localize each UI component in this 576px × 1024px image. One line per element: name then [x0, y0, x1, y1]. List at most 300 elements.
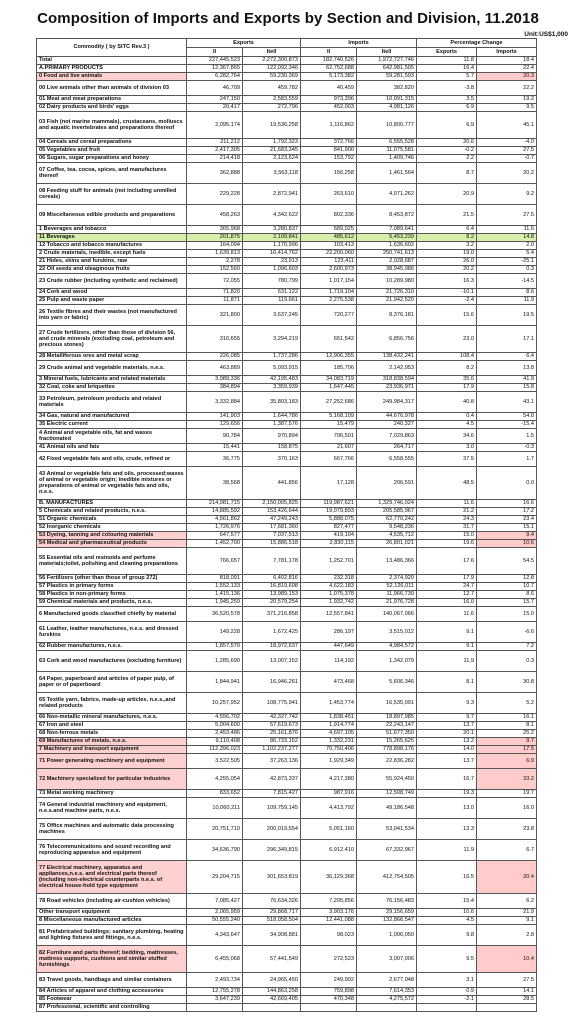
- imports-ii-cell: 21,607: [301, 444, 357, 452]
- pct-imports-cell: 5.4: [477, 250, 537, 258]
- exports-ii-cell: 112,396,023: [187, 746, 243, 754]
- exports-ii-cell: 2,065,959: [187, 909, 243, 917]
- pct-imports-cell: 16.1: [477, 714, 537, 722]
- imports-itell-cell: 1,461,564: [357, 163, 417, 184]
- imports-ii-cell: 36,129,368: [301, 861, 357, 894]
- table-row: [37, 591, 537, 599]
- pct-imports-cell: 0.3: [477, 651, 537, 672]
- imports-itell-cell: 53,041,534: [357, 819, 417, 840]
- imports-ii-cell: 22,200,060: [301, 250, 357, 258]
- imports-ii-cell: 263,610: [301, 184, 357, 205]
- imports-ii-cell: 34,083,719: [301, 376, 357, 384]
- imports-ii-cell: 12,557,841: [301, 607, 357, 622]
- pct-exports-cell: 13.7: [417, 754, 477, 769]
- exports-ii-cell: 3,522,505: [187, 754, 243, 769]
- exports-ii-cell: 12,755,278: [187, 988, 243, 996]
- commodity-cell: 64 Paper, paperboard and articles of paper pulp, of paper or of paperboard: [37, 672, 187, 693]
- pct-exports-cell: -2.1: [417, 996, 477, 1004]
- pct-exports-cell: 4.5: [417, 421, 477, 429]
- exports-itell-cell: 42,327,742: [243, 714, 301, 722]
- imports-ii-cell: 485,612: [301, 234, 357, 242]
- imports-ii-cell: 1,453,774: [301, 693, 357, 714]
- pct-imports-cell: 41.9: [477, 376, 537, 384]
- commodity-cell: 06 Sugars, sugar preparations and honey: [37, 155, 187, 163]
- table-row: [37, 738, 537, 746]
- imports-ii-cell: 17,128: [301, 467, 357, 500]
- imports-itell-cell: 10,289,980: [357, 274, 417, 289]
- pct-exports-cell: 3.0: [417, 444, 477, 452]
- exports-ii-cell: 1,945,259: [187, 599, 243, 607]
- exports-itell-cell: 7,781,178: [243, 548, 301, 575]
- commodity-cell: 11 Beverages: [37, 234, 187, 242]
- table-row: [37, 353, 537, 361]
- exports-ii-cell: 1,452,700: [187, 540, 243, 548]
- pct-imports-cell: 19.5: [477, 305, 537, 326]
- commodity-cell: 72 Machinery specialized for particular industries: [37, 769, 187, 790]
- imports-itell-cell: 51,677,350: [357, 730, 417, 738]
- commodity-cell: 84 Articles of apparel and clothing accessories: [37, 988, 187, 996]
- pct-imports-cell: -4.0: [477, 139, 537, 147]
- exports-itell-cell: 1,792,323: [243, 139, 301, 147]
- pct-exports-cell: 20.6: [417, 139, 477, 147]
- table-row: [37, 754, 537, 769]
- imports-ii-cell: 12,906,355: [301, 353, 357, 361]
- pct-exports-cell: 21.2: [417, 508, 477, 516]
- imports-ii-cell: 759,898: [301, 988, 357, 996]
- pct-exports-cell: 3.1: [417, 973, 477, 988]
- exports-ii-cell: 14,885,592: [187, 508, 243, 516]
- exports-itell-cell: 86,733,152: [243, 738, 301, 746]
- imports-ii-cell: 447,649: [301, 643, 357, 651]
- pct-exports-cell: 35.6: [417, 376, 477, 384]
- imports-ii-cell: 4,622,183: [301, 583, 357, 591]
- imports-itell-cell: 1,329,746,024: [357, 500, 417, 508]
- exports-ii-cell: 149,228: [187, 622, 243, 643]
- header-pct-exports: Exports: [417, 48, 477, 57]
- exports-itell-cell: 57,441,549: [243, 946, 301, 973]
- commodity-cell: 25 Pulp and waste paper: [37, 297, 187, 305]
- table-row: [37, 988, 537, 996]
- imports-ii-cell: 473,468: [301, 672, 357, 693]
- imports-itell-cell: 23,936,971: [357, 384, 417, 392]
- imports-itell-cell: 1,409,746: [357, 155, 417, 163]
- table-row: [37, 305, 537, 326]
- commodity-cell: 22 Oil seeds and oleaginous fruits: [37, 266, 187, 274]
- pct-imports-cell: 14.8: [477, 234, 537, 242]
- pct-imports-cell: 27.5: [477, 147, 537, 155]
- imports-ii-cell: 841,900: [301, 147, 357, 155]
- pct-exports-cell: 11.9: [417, 651, 477, 672]
- commodity-cell: 34 Gas, natural and manufactured: [37, 413, 187, 421]
- exports-ii-cell: 211,212: [187, 139, 243, 147]
- pct-imports-cell: 17.2: [477, 508, 537, 516]
- pct-exports-cell: 2.2: [417, 155, 477, 163]
- pct-exports-cell: 16.7: [417, 769, 477, 790]
- exports-ii-cell: 29,204,715: [187, 861, 243, 894]
- exports-itell-cell: 780,799: [243, 274, 301, 289]
- commodity-cell: 41 Animal oils and fats: [37, 444, 187, 452]
- pct-imports-cell: 2.0: [477, 242, 537, 250]
- commodity-cell: 05 Vegetables and fruit: [37, 147, 187, 155]
- pct-imports-cell: 21.9: [477, 909, 537, 917]
- commodity-cell: 68 Non-ferrous metals: [37, 730, 187, 738]
- table-row: [37, 730, 537, 738]
- commodity-cell: 4 Animal and vegetable oils, fat and waxes fractionated: [37, 429, 187, 444]
- imports-itell-cell: 1,972,727,746: [357, 57, 417, 65]
- pct-exports-cell: 11.6: [417, 500, 477, 508]
- table-row: [37, 297, 537, 305]
- exports-itell-cell: 1,644,786: [243, 413, 301, 421]
- imports-itell-cell: 18,897,985: [357, 714, 417, 722]
- imports-itell-cell: 2,374,920: [357, 575, 417, 583]
- header-pct-imports: Imports: [477, 48, 537, 57]
- exports-ii-cell: 2,095,174: [187, 112, 243, 139]
- exports-ii-cell: 38,568: [187, 467, 243, 500]
- exports-ii-cell: 34,636,790: [187, 840, 243, 861]
- exports-ii-cell: 6,455,068: [187, 946, 243, 973]
- imports-ii-cell: 1,647,445: [301, 384, 357, 392]
- commodity-cell: 0 Food and live animals: [37, 73, 187, 81]
- pct-imports-cell: 17.1: [477, 326, 537, 353]
- imports-itell-cell: 7,614,353: [357, 988, 417, 996]
- pct-exports-cell: 9.7: [417, 714, 477, 722]
- commodity-cell: 35 Electric current: [37, 421, 187, 429]
- imports-ii-cell: 40,459: [301, 81, 357, 96]
- imports-ii-cell: 372,766: [301, 139, 357, 147]
- imports-itell-cell: 249,984,317: [357, 392, 417, 413]
- commodity-cell: B. MANUFACTURES: [37, 500, 187, 508]
- exports-itell-cell: 23,913: [243, 258, 301, 266]
- exports-itell-cell: 296,349,815: [243, 840, 301, 861]
- pct-imports-cell: -25.1: [477, 258, 537, 266]
- exports-ii-cell: 2,278: [187, 258, 243, 266]
- table-row: [37, 651, 537, 672]
- pct-exports-cell: 24.7: [417, 583, 477, 591]
- commodity-cell: 09 Miscellaneous edible products and preparations: [37, 205, 187, 226]
- exports-ii-cell: 4,343,647: [187, 925, 243, 946]
- commodity-cell: Other transport equipment: [37, 909, 187, 917]
- imports-itell-cell: 76,156,483: [357, 894, 417, 909]
- pct-imports-cell: 20.3: [477, 73, 537, 81]
- imports-itell-cell: 4,984,572: [357, 643, 417, 651]
- commodity-cell: 78 Road vehicles (including air-cushion vehicles): [37, 894, 187, 909]
- pct-imports-cell: 14.1: [477, 988, 537, 996]
- pct-imports-cell: 11.6: [477, 226, 537, 234]
- exports-ii-cell: 1,857,570: [187, 643, 243, 651]
- pct-imports-cell: 20.2: [477, 163, 537, 184]
- commodity-cell: Total: [37, 57, 187, 65]
- pct-exports-cell: 13.2: [417, 738, 477, 746]
- commodity-cell: 01 Meat and meat preparations: [37, 96, 187, 104]
- pct-imports-cell: 1.7: [477, 452, 537, 467]
- commodity-cell: 76 Telecommunications and sound recording and reproducing apparatus and equipment: [37, 840, 187, 861]
- exports-itell-cell: 108,775,941: [243, 693, 301, 714]
- pct-imports-cell: 18.4: [477, 57, 537, 65]
- imports-ii-cell: 70,750,406: [301, 746, 357, 754]
- exports-ii-cell: 72,055: [187, 274, 243, 289]
- exports-itell-cell: 24,965,450: [243, 973, 301, 988]
- table-row: [37, 516, 537, 524]
- pct-exports-cell: 15.0: [417, 532, 477, 540]
- imports-ii-cell: 7,205,856: [301, 894, 357, 909]
- table-row: [37, 925, 537, 946]
- imports-ii-cell: 1,252,701: [301, 548, 357, 575]
- pct-imports-cell: -14.5: [477, 274, 537, 289]
- commodity-cell: 52 Inorganic chemicals: [37, 524, 187, 532]
- table-row: [37, 361, 537, 376]
- exports-itell-cell: 158,875: [243, 444, 301, 452]
- imports-itell-cell: 49,186,548: [357, 798, 417, 819]
- pct-exports-cell: 19.3: [417, 790, 477, 798]
- imports-itell-cell: 382,820: [357, 81, 417, 96]
- pct-exports-cell: 9.3: [417, 693, 477, 714]
- imports-itell-cell: 7,089,641: [357, 226, 417, 234]
- pct-imports-cell: 27.5: [477, 973, 537, 988]
- table-header: [37, 39, 537, 57]
- imports-ii-cell: 1,838,451: [301, 714, 357, 722]
- imports-itell-cell: 21,942,520: [357, 297, 417, 305]
- table-row: [37, 548, 537, 575]
- imports-itell-cell: 21,726,310: [357, 289, 417, 297]
- table-row: [37, 205, 537, 226]
- table-row: [37, 421, 537, 429]
- imports-ii-cell: 452,003: [301, 104, 357, 112]
- pct-imports-cell: 22.2: [477, 81, 537, 96]
- table-row: [37, 996, 537, 1004]
- commodity-cell: 75 Office machines and automatic data processing machines: [37, 819, 187, 840]
- commodity-cell: 54 Medical and pharmaceutical products: [37, 540, 187, 548]
- exports-itell-cell: 47,249,243: [243, 516, 301, 524]
- exports-itell-cell: 2,150,005,825: [243, 500, 301, 508]
- exports-itell-cell: 1,387,576: [243, 421, 301, 429]
- exports-ii-cell: 1,552,133: [187, 583, 243, 591]
- table-row: [37, 444, 537, 452]
- pct-exports-cell: 16.0: [417, 599, 477, 607]
- table-row: [37, 643, 537, 651]
- imports-ii-cell: 1,914,774: [301, 722, 357, 730]
- exports-ii-cell: 9,110,408: [187, 738, 243, 746]
- imports-itell-cell: 62,770,242: [357, 516, 417, 524]
- pct-imports-cell: 30.8: [477, 672, 537, 693]
- pct-exports-cell: 31.7: [417, 524, 477, 532]
- pct-imports-cell: 10.4: [477, 946, 537, 973]
- exports-ii-cell: 766,657: [187, 548, 243, 575]
- exports-ii-cell: 321,800: [187, 305, 243, 326]
- commodity-cell: 67 Iron and steel: [37, 722, 187, 730]
- imports-ii-cell: 1,332,231: [301, 738, 357, 746]
- imports-ii-cell: 1,929,349: [301, 754, 357, 769]
- commodity-cell: 69 Manufactures of metals, n.e.s.: [37, 738, 187, 746]
- commodity-cell: 21 Hides, skins and furskins, raw: [37, 258, 187, 266]
- imports-ii-cell: 1,932,742: [301, 599, 357, 607]
- pct-exports-cell: 15.6: [417, 305, 477, 326]
- exports-ii-cell: 15,441: [187, 444, 243, 452]
- table-row: [37, 607, 537, 622]
- table-row: [37, 798, 537, 819]
- exports-ii-cell: 247,150: [187, 96, 243, 104]
- exports-itell-cell: 144,863,258: [243, 988, 301, 996]
- commodity-cell: 51 Organic chemicals: [37, 516, 187, 524]
- pct-imports-cell: 6.2: [477, 894, 537, 909]
- pct-exports-cell: 20.2: [417, 266, 477, 274]
- imports-itell-cell: 3,007,006: [357, 946, 417, 973]
- exports-ii-cell: 316,655: [187, 326, 243, 353]
- exports-itell-cell: 3,359,939: [243, 384, 301, 392]
- pct-imports-cell: 9.1: [477, 917, 537, 925]
- exports-ii-cell: 1,844,941: [187, 672, 243, 693]
- pct-imports-cell: 7.2: [477, 643, 537, 651]
- commodity-cell: 6 Manufactured goods classified chiefly by material: [37, 607, 187, 622]
- exports-itell-cell: 1,672,425: [243, 622, 301, 643]
- imports-ii-cell: 667,766: [301, 452, 357, 467]
- pct-exports-cell: 11.8: [417, 57, 477, 65]
- commodity-cell: 7 Machinery and transport equipment: [37, 746, 187, 754]
- exports-ii-cell: [187, 1004, 243, 1012]
- header-imports-itell: Itell: [357, 48, 417, 57]
- table-row: [37, 226, 537, 234]
- imports-ii-cell: 249,902: [301, 973, 357, 988]
- imports-itell-cell: 132,866,547: [357, 917, 417, 925]
- commodity-cell: 83 Travel goods, handbags and similar containers: [37, 973, 187, 988]
- exports-itell-cell: 7,815,427: [243, 790, 301, 798]
- imports-ii-cell: 153,792: [301, 155, 357, 163]
- imports-itell-cell: 9,548,236: [357, 524, 417, 532]
- exports-itell-cell: 1,170,996: [243, 242, 301, 250]
- exports-itell-cell: 1,102,237,277: [243, 746, 301, 754]
- exports-itell-cell: 25,161,876: [243, 730, 301, 738]
- pct-exports-cell: 17.9: [417, 384, 477, 392]
- imports-itell-cell: 6,856,756: [357, 326, 417, 353]
- imports-ii-cell: 4,413,792: [301, 798, 357, 819]
- table-row: [37, 599, 537, 607]
- commodity-cell: 12 Tobacco and tobacco manufactures: [37, 242, 187, 250]
- pct-imports-cell: 25.2: [477, 730, 537, 738]
- table-row: [37, 57, 537, 65]
- exports-itell-cell: 29,868,717: [243, 909, 301, 917]
- pct-exports-cell: 6.9: [417, 112, 477, 139]
- imports-ii-cell: 1,075,378: [301, 591, 357, 599]
- imports-itell-cell: 2,028,687: [357, 258, 417, 266]
- header-exports-ii: II: [187, 48, 243, 57]
- table-row: [37, 392, 537, 413]
- pct-imports-cell: 1.5: [477, 429, 537, 444]
- exports-itell-cell: 2,872,941: [243, 184, 301, 205]
- imports-ii-cell: 1,017,154: [301, 274, 357, 289]
- pct-imports-cell: 54.5: [477, 548, 537, 575]
- exports-ii-cell: 50,555,240: [187, 917, 243, 925]
- exports-itell-cell: 631,122: [243, 289, 301, 297]
- table-row: [37, 384, 537, 392]
- exports-ii-cell: 2,417,305: [187, 147, 243, 155]
- table-row: [37, 693, 537, 714]
- imports-itell-cell: 2,142,953: [357, 361, 417, 376]
- exports-itell-cell: 16,819,608: [243, 583, 301, 591]
- header-exports-itell: Itell: [243, 48, 301, 57]
- exports-itell-cell: 370,163: [243, 452, 301, 467]
- pct-imports-cell: 9.2: [477, 184, 537, 205]
- pct-imports-cell: [477, 1004, 537, 1012]
- exports-ii-cell: 141,903: [187, 413, 243, 421]
- commodity-cell: 5 Chemicals and related products, n.e.s.: [37, 508, 187, 516]
- exports-itell-cell: 441,856: [243, 467, 301, 500]
- exports-itell-cell: 518,058,504: [243, 917, 301, 925]
- pct-imports-cell: 19.2: [477, 96, 537, 104]
- pct-imports-cell: 45.1: [477, 112, 537, 139]
- imports-itell-cell: 22,243,147: [357, 722, 417, 730]
- commodity-cell: 08 Feeding stuff for animals (not including unmilled cereals): [37, 184, 187, 205]
- exports-ii-cell: 1,726,976: [187, 524, 243, 532]
- pct-imports-cell: 8.1: [477, 722, 537, 730]
- pct-exports-cell: 6.4: [417, 226, 477, 234]
- imports-itell-cell: 778,898,176: [357, 746, 417, 754]
- imports-itell-cell: 4,981,126: [357, 104, 417, 112]
- exports-ii-cell: 152,560: [187, 266, 243, 274]
- pct-exports-cell: 19.6: [417, 540, 477, 548]
- imports-ii-cell: 1,719,104: [301, 289, 357, 297]
- exports-itell-cell: 5,093,915: [243, 361, 301, 376]
- exports-itell-cell: 16,414,762: [243, 250, 301, 258]
- exports-ii-cell: 2,493,734: [187, 973, 243, 988]
- table-row: [37, 81, 537, 96]
- pct-exports-cell: 40.8: [417, 392, 477, 413]
- exports-itell-cell: 34,908,881: [243, 925, 301, 946]
- imports-itell-cell: 10,800,777: [357, 112, 417, 139]
- exports-ii-cell: 1,415,136: [187, 591, 243, 599]
- pct-imports-cell: 12.8: [477, 575, 537, 583]
- commodity-cell: 77 Electrical machinery, apparatus and appliances,n.e.s. and electrical parts thereof (including non-electrical counterparts n.e.s. of electrical house-hold type equipment: [37, 861, 187, 894]
- imports-itell-cell: 13,486,366: [357, 548, 417, 575]
- exports-ii-cell: 4,561,862: [187, 516, 243, 524]
- table-row: [37, 250, 537, 258]
- trade-table: [36, 38, 537, 1012]
- table-row: [37, 790, 537, 798]
- exports-ii-cell: 71,820: [187, 289, 243, 297]
- table-row: [37, 622, 537, 643]
- table-row: [37, 452, 537, 467]
- table-row: [37, 861, 537, 894]
- exports-itell-cell: 7,037,513: [243, 532, 301, 540]
- table-row: [37, 1004, 537, 1012]
- imports-itell-cell: 250,741,613: [357, 250, 417, 258]
- exports-ii-cell: 129,656: [187, 421, 243, 429]
- pct-imports-cell: 2.8: [477, 925, 537, 946]
- pct-imports-cell: 15.0: [477, 607, 537, 622]
- table-row: [37, 722, 537, 730]
- table-row: [37, 714, 537, 722]
- commodity-cell: 62 Rubber manufactures, n.e.s.: [37, 643, 187, 651]
- exports-itell-cell: 1,096,603: [243, 266, 301, 274]
- imports-ii-cell: 651,542: [301, 326, 357, 353]
- exports-ii-cell: 647,577: [187, 532, 243, 540]
- commodity-cell: 59 Chemical materials and products, n.e.s.: [37, 599, 187, 607]
- exports-itell-cell: 3,563,118: [243, 163, 301, 184]
- table-row: [37, 500, 537, 508]
- imports-ii-cell: 2,830,115: [301, 540, 357, 548]
- pct-imports-cell: 9.4: [477, 532, 537, 540]
- commodity-cell: 00 Live animals other than animals of division 03: [37, 81, 187, 96]
- header-exports: Exports: [187, 39, 301, 48]
- imports-ii-cell: 185,706: [301, 361, 357, 376]
- exports-itell-cell: 970,894: [243, 429, 301, 444]
- imports-itell-cell: 240,327: [357, 421, 417, 429]
- pct-exports-cell: 16.4: [417, 65, 477, 73]
- exports-ii-cell: 3,332,884: [187, 392, 243, 413]
- table-row: [37, 139, 537, 147]
- imports-itell-cell: 10,091,315: [357, 96, 417, 104]
- exports-ii-cell: 10,060,211: [187, 798, 243, 819]
- table-row: [37, 917, 537, 925]
- pct-exports-cell: 17.6: [417, 548, 477, 575]
